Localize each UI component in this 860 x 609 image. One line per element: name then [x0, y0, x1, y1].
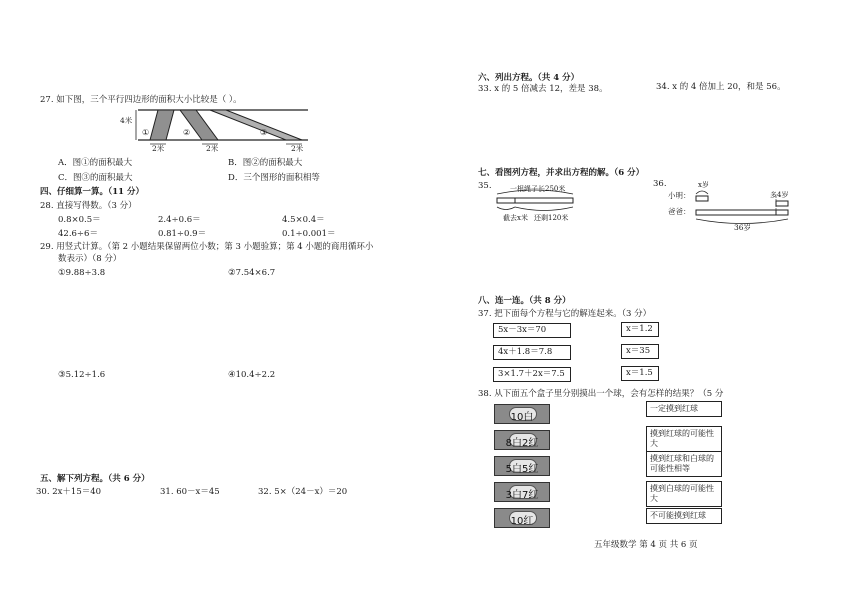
q28-item-3: 4.5×0.4＝ [282, 215, 325, 225]
rope-remain-label: 还剩120米 [534, 214, 569, 222]
q29-item-2: ②7.54×6.7 [228, 268, 276, 278]
base-label-2: 2米 [206, 144, 219, 153]
q34: 34. x 的 4 倍加上 20，和是 56。 [656, 82, 786, 92]
height-label: 4米 [120, 116, 133, 125]
equation-3[interactable]: 3×1.7＋2x＝7.5 [493, 367, 571, 382]
q29-item-3: ③5.12÷1.6 [58, 370, 106, 380]
x-age-label: x岁 [698, 181, 709, 189]
q28-item-1: 0.8×0.5＝ [58, 215, 101, 225]
rope-total-label: 一根绳子长250米 [510, 185, 566, 193]
section-8-heading: 八、连一连。（共 8 分） [478, 296, 571, 306]
solution-2[interactable]: x＝35 [621, 344, 659, 359]
q27-option-b: B．图②的面积最大 [228, 158, 303, 168]
q28-item-5: 0.81÷0.9＝ [158, 229, 207, 239]
page-footer: 五年级数学 第 4 页 共 6 页 [594, 540, 698, 550]
q27-stem: 27. 如下图，三个平行四边形的面积大小比较是（ ）。 [40, 95, 242, 105]
q30: 30. 2x＋15＝40 [36, 487, 102, 497]
ball-box-label: 10白 [510, 412, 534, 423]
ball-box-1[interactable] [494, 404, 550, 424]
ball-box-label: 3白7红 [505, 490, 539, 501]
rope-cut-label: 截去x米 [503, 214, 528, 222]
result-2[interactable]: 摸到红球的可能性大 [646, 426, 722, 452]
q28-stem: 28. 直接写得数。（3 分） [40, 201, 137, 211]
q28-item-2: 2.4÷0.6＝ [158, 215, 201, 225]
result-5[interactable]: 不可能摸到红球 [646, 508, 722, 524]
section-5-heading: 五、解下列方程。（共 6 分） [40, 474, 150, 484]
ball-box-label: 10红 [510, 516, 534, 527]
q33: 33. x 的 5 倍减去 12，差是 38。 [478, 84, 608, 94]
q29-item-4: ④10.4÷2.2 [228, 370, 276, 380]
result-1[interactable]: 一定摸到红球 [646, 401, 722, 417]
equation-2[interactable]: 4x＋1.8＝7.8 [493, 345, 571, 360]
ball-box-5[interactable] [494, 508, 550, 528]
q28-item-6: 0.1÷0.001＝ [282, 229, 336, 239]
section-7-heading: 七、看图列方程，并求出方程的解。（6 分） [478, 168, 645, 178]
q29-stem: 29. 用竖式计算。（第 2 小题结果保留两位小数；第 3 小题验算；第 4 小题的商用循环小 [40, 242, 374, 252]
q27-option-c: C．图③的面积最大 [58, 173, 133, 183]
q27-option-a: A．图①的面积最大 [58, 158, 133, 168]
q35-number: 35. [478, 181, 492, 191]
more-age-label: 多4岁 [770, 191, 789, 199]
ball-box-3[interactable] [494, 456, 550, 476]
q31: 31. 60－x＝45 [160, 487, 220, 497]
section-6-heading: 六、列出方程。（共 4 分） [478, 73, 580, 83]
ball-box-label: 5白5红 [505, 464, 539, 475]
xiaoming-label: 小明： [668, 191, 691, 200]
q27-option-d: D．三个图形的面积相等 [228, 173, 320, 183]
q38-stem: 38. 从下面五个盒子里分别摸出一个球，会有怎样的结果？（5 分 [478, 389, 724, 399]
parallelogram-1 [150, 110, 174, 140]
q36-number: 36. [653, 179, 667, 189]
q28-item-4: 42.6÷6＝ [58, 229, 98, 239]
ball-box-label: 8白2红 [505, 438, 539, 449]
solution-1[interactable]: x＝1.2 [621, 322, 659, 337]
result-4[interactable]: 摸到白球的可能性大 [646, 481, 722, 507]
ball-box-4[interactable] [494, 482, 550, 502]
parallelogram-3 [210, 110, 302, 140]
baba-label: 爸爸： [668, 207, 691, 216]
base-label-3: 2米 [291, 144, 304, 153]
ball-box-2[interactable] [494, 430, 550, 450]
total-age-label: 36岁 [734, 223, 752, 232]
circle-label-1: ① [142, 128, 150, 137]
circle-label-3: ③ [260, 128, 268, 137]
q29-item-1: ①9.88÷3.8 [58, 268, 106, 278]
q29-stem-continued: 数表示）（8 分） [58, 254, 122, 264]
solution-3[interactable]: x＝1.5 [621, 366, 659, 381]
result-3[interactable]: 摸到红球和白球的可能性相等 [646, 451, 722, 477]
equation-1[interactable]: 5x－3x＝70 [493, 323, 571, 338]
q37-stem: 37. 把下面每个方程与它的解连起来。（3 分） [478, 309, 652, 319]
q32: 32. 5×（24－x）＝20 [258, 487, 348, 497]
section-4-heading: 四、仔细算一算。（11 分） [40, 187, 145, 197]
base-label-1: 2米 [152, 144, 165, 153]
circle-label-2: ② [183, 128, 191, 137]
